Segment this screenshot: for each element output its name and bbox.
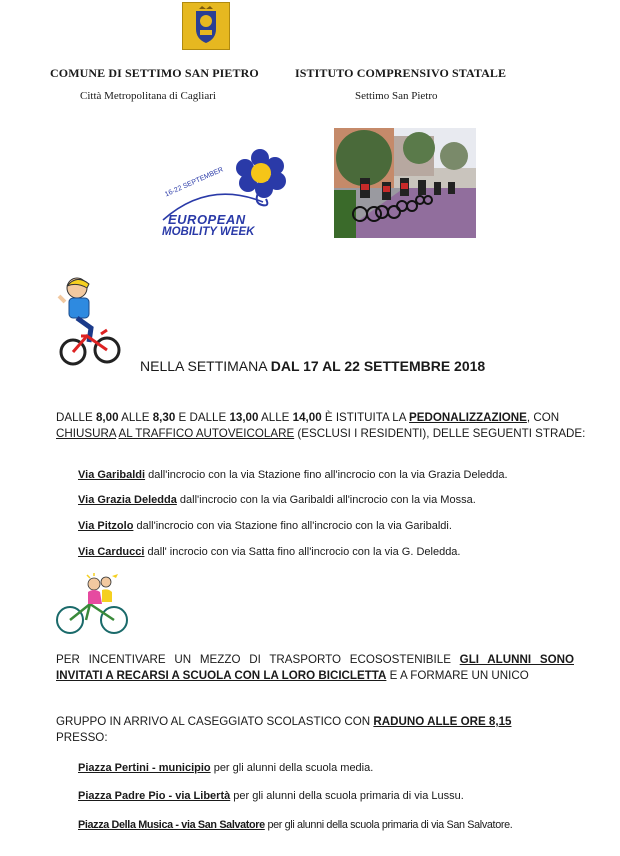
street-item [78, 494, 476, 506]
hours-text-2: ALLE [118, 411, 153, 424]
street-item [78, 469, 508, 481]
group-paragraph [56, 714, 574, 730]
street-desc: dall'incrocio con la via Stazione fino all'incrocio con la via Grazia Deledda. [145, 469, 508, 481]
municipality-name: COMUNE DI SETTIMO SAN PIETRO [50, 66, 259, 80]
school-name: ISTITUTO COMPRENSIVO STATALE [295, 66, 507, 80]
meeting-point-name: Piazza Della Musica - via San Salvatore [78, 819, 265, 831]
hours-text-4: ALLE [258, 411, 293, 424]
meeting-point-name: Piazza Pertini - municipio [78, 762, 211, 774]
meeting-point-desc: per gli alunni della scuola media. [210, 762, 374, 774]
meeting-point-name: Piazza Padre Pio - via Libertà [78, 790, 231, 802]
street-item [78, 546, 460, 558]
hour-start-morning: 8,00 [95, 411, 119, 424]
headline-dates: DAL 17 AL 22 SETTEMBRE 2018 [270, 358, 486, 374]
street-desc: dall'incrocio con la via Garibaldi all'incrocio con la via Mossa. [176, 494, 476, 506]
cyclist-cartoon-icon [55, 276, 123, 368]
meeting-point-desc: per gli alunni della scuola primaria di via San Salvatore. [264, 819, 513, 831]
municipality-crest [182, 2, 230, 50]
traffic-term: AL TRAFFICO AUTOVEICOLARE [118, 427, 295, 440]
municipality-subtitle: Città Metropolitana di Cagliari [80, 90, 216, 102]
street-name: Via Grazia Deledda [78, 494, 177, 506]
logo-line2: MOBILITY WEEK [162, 226, 255, 238]
hours-text-5: È ISTITUITA LA [321, 411, 410, 424]
street-name: Via Pitzolo [78, 520, 134, 532]
school-subtitle: Settimo San Pietro [355, 90, 438, 102]
meeting-point-item [78, 762, 373, 774]
hours-text-1: DALLE [56, 411, 96, 424]
street-desc: dall'incrocio con via Stazione fino all'incrocio con la via Garibaldi. [133, 520, 452, 532]
incentive-text-2: E A FORMARE UN UNICO [386, 669, 529, 682]
hour-end-morning: 8,30 [152, 411, 176, 424]
headline-normal: NELLA SETTIMANA [140, 358, 271, 374]
street-name: Via Garibaldi [78, 469, 146, 481]
incentive-invitation: GLI ALUNNI SONO INVITATI A RECARSI A SCUOLA CON LA LORO BICICLETTA [56, 653, 574, 682]
meeting-time: RADUNO ALLE ORE 8,15 [373, 715, 512, 728]
cyclists-photo [334, 128, 476, 238]
street-item [78, 520, 452, 532]
pedestrianization-term: PEDONALIZZAZIONE [409, 411, 527, 424]
meeting-point-desc: per gli alunni della scuola primaria di via Lussu. [230, 790, 464, 802]
meeting-point-item [78, 818, 548, 832]
group-presso: PRESSO: [56, 731, 108, 744]
incentive-paragraph [56, 652, 574, 684]
logo-dates: 16-22 SEPTEMBER [164, 166, 225, 199]
tandem-cyclists-icon [54, 572, 130, 636]
street-name: Via Carducci [78, 546, 145, 558]
hours-text-8: (ESCLUSI I RESIDENTI), DELLE SEGUENTI STRADE: [294, 427, 586, 440]
mobility-week-logo [160, 148, 300, 240]
street-desc: dall' incrocio con via Satta fino all'incrocio con la via G. Deledda. [144, 546, 461, 558]
pedestrian-zone-paragraph [56, 410, 586, 442]
logo-line1: EUROPEAN [168, 212, 246, 227]
hour-start-afternoon: 13,00 [229, 411, 259, 424]
meeting-point-item [78, 790, 464, 802]
hour-end-afternoon: 14,00 [292, 411, 322, 424]
headline [140, 358, 485, 374]
group-text-1: GRUPPO IN ARRIVO AL CASEGGIATO SCOLASTICO CON [56, 715, 374, 728]
hours-text-3: E DALLE [175, 411, 230, 424]
closure-term: CHIUSURA [56, 427, 116, 440]
hours-text-6: , CON [526, 411, 560, 424]
incentive-text-1: PER INCENTIVARE UN MEZZO DI TRASPORTO ECOSOSTENIBILE [56, 653, 460, 666]
